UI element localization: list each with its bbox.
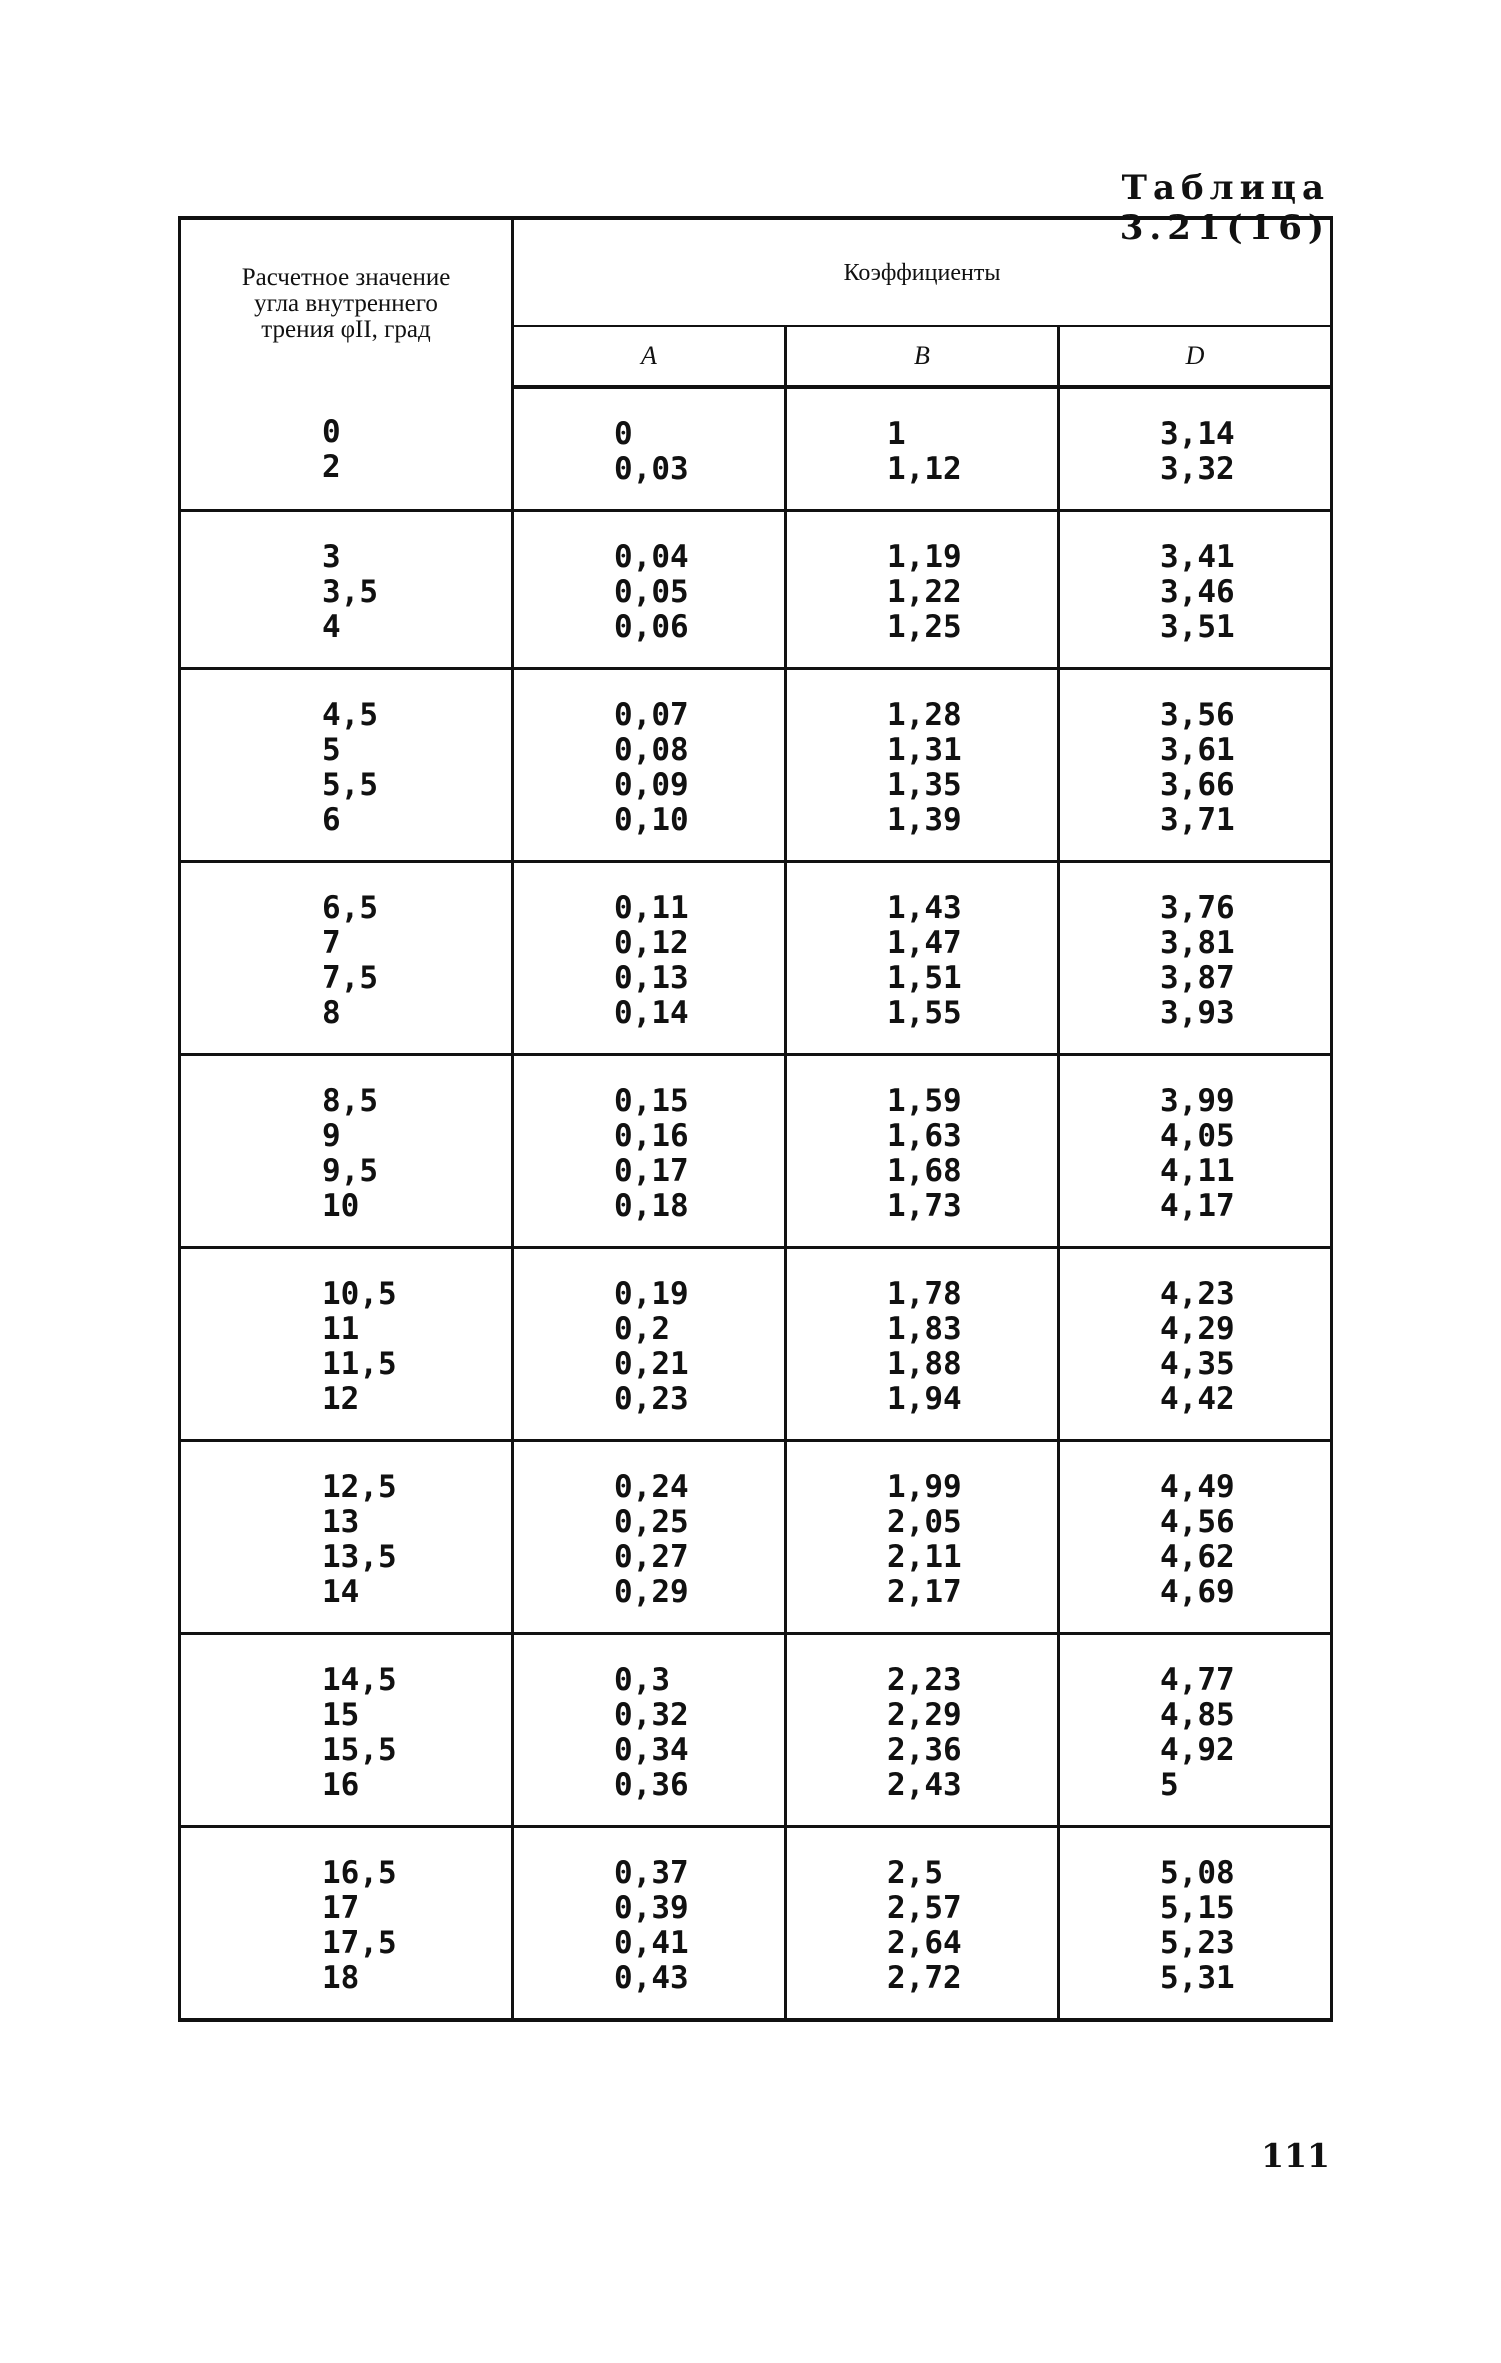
table-cell-value: 0,43: [614, 1960, 689, 1996]
header-param-line3: трения φII, град: [261, 315, 431, 343]
table-cell-value: 6,5: [322, 890, 378, 926]
table-cell-value: 1,68: [887, 1153, 962, 1189]
table-cell-value: 1,51: [887, 960, 962, 996]
table-cell-value: 10,5: [322, 1276, 397, 1312]
b-cell: [786, 1827, 1059, 2021]
table-cell-value: 2,11: [887, 1539, 962, 1575]
table-cell-value: 7,5: [322, 960, 378, 996]
table-cell-value: 0,17: [614, 1153, 689, 1189]
table-cell-value: 0,03: [614, 451, 689, 487]
b-cell: [786, 1055, 1059, 1248]
table-cell-value: 0,25: [614, 1504, 689, 1540]
table-row-group: [180, 1248, 1332, 1441]
table-cell-value: 2,57: [887, 1890, 962, 1926]
table-cell-value: 1,83: [887, 1311, 962, 1347]
table-cell-value: 1,19: [887, 539, 962, 575]
table-cell-value: 0,13: [614, 960, 689, 996]
table-cell-value: 0,06: [614, 609, 689, 645]
table-row-group: [180, 862, 1332, 1055]
table-cell-value: 9,5: [322, 1153, 378, 1189]
table-cell-value: 11: [322, 1311, 360, 1347]
table-cell-value: 11,5: [322, 1346, 397, 1382]
table-cell-value: 0,39: [614, 1890, 689, 1926]
phi-cell: [180, 862, 513, 1055]
a-cell: [513, 1634, 786, 1827]
phi-cell: [180, 1634, 513, 1827]
table-cell-value: 5,15: [1160, 1890, 1235, 1926]
table-cell-value: 1,55: [887, 995, 962, 1031]
table-cell-value: 18: [322, 1960, 360, 1996]
table-cell-value: 5,31: [1160, 1960, 1235, 1996]
header-param: [180, 218, 513, 387]
table-cell-value: 0,23: [614, 1381, 689, 1417]
table-cell-value: 1,43: [887, 890, 962, 926]
a-cell: [513, 387, 786, 511]
table-cell-value: 4,35: [1160, 1346, 1235, 1382]
table-cell-value: 1,94: [887, 1381, 962, 1417]
phi-cell: [180, 1441, 513, 1634]
a-cell: [513, 669, 786, 862]
table-cell-value: 1,63: [887, 1118, 962, 1154]
table-cell-value: 17,5: [322, 1925, 397, 1961]
b-cell: [786, 1441, 1059, 1634]
coefficients-table: [178, 216, 1333, 2022]
header-col-d: D: [1059, 326, 1332, 387]
table-cell-value: 0,3: [614, 1662, 670, 1698]
table-cell-value: 0,10: [614, 802, 689, 838]
table-cell-value: 10: [322, 1188, 360, 1224]
table-cell-value: 0,11: [614, 890, 689, 926]
table-cell-value: 0,37: [614, 1855, 689, 1891]
table-cell-value: 1,88: [887, 1346, 962, 1382]
table-cell-value: 1,99: [887, 1469, 962, 1505]
table-cell-value: 0,18: [614, 1188, 689, 1224]
table-cell-value: 5,23: [1160, 1925, 1235, 1961]
table-cell-value: 4,69: [1160, 1574, 1235, 1610]
table-cell-value: 2,05: [887, 1504, 962, 1540]
header-param-line2: угла внутреннего: [254, 289, 438, 317]
table-cell-value: 0,2: [614, 1311, 670, 1347]
d-cell: [1059, 511, 1332, 669]
table-cell-value: 12,5: [322, 1469, 397, 1505]
table-cell-value: 1,28: [887, 697, 962, 733]
a-cell: [513, 862, 786, 1055]
table-cell-value: 0,19: [614, 1276, 689, 1312]
table-cell-value: 3,66: [1160, 767, 1235, 803]
table-cell-value: 12: [322, 1381, 360, 1417]
table-cell-value: 3,32: [1160, 451, 1235, 487]
header-col-b: B: [786, 326, 1059, 387]
table-cell-value: 4,29: [1160, 1311, 1235, 1347]
table-cell-value: 4,23: [1160, 1276, 1235, 1312]
table-cell-value: 2,17: [887, 1574, 962, 1610]
phi-cell: [180, 511, 513, 669]
table-cell-value: 5: [1160, 1767, 1179, 1803]
table-cell-value: 4,17: [1160, 1188, 1235, 1224]
table-cell-value: 0,29: [614, 1574, 689, 1610]
a-cell: [513, 1248, 786, 1441]
page-number: 111: [1261, 2136, 1330, 2175]
table-cell-value: 3,51: [1160, 609, 1235, 645]
table-cell-value: 17: [322, 1890, 360, 1926]
table-cell-value: 0: [614, 416, 633, 452]
phi-cell: [180, 669, 513, 862]
d-cell: [1059, 862, 1332, 1055]
table-cell-value: 3,71: [1160, 802, 1235, 838]
table-row-group: [180, 1827, 1332, 2021]
table-row-group: [180, 387, 1332, 511]
table-cell-value: 4,77: [1160, 1662, 1235, 1698]
table-cell-value: 1,25: [887, 609, 962, 645]
table-cell-value: 1: [887, 416, 906, 452]
table-cell-value: 4: [322, 609, 341, 645]
a-cell: [513, 1827, 786, 2021]
table-cell-value: 3,5: [322, 574, 378, 610]
phi-cell: [180, 1055, 513, 1248]
table-row-group: [180, 1634, 1332, 1827]
table-cell-value: 16,5: [322, 1855, 397, 1891]
table-title: Таблица 3.21(16): [1119, 168, 1330, 248]
table-row-group: [180, 1055, 1332, 1248]
a-cell: [513, 1441, 786, 1634]
b-cell: [786, 1248, 1059, 1441]
table-cell-value: 3: [322, 539, 341, 575]
table-cell-value: 16: [322, 1767, 360, 1803]
table-cell-value: 14,5: [322, 1662, 397, 1698]
table-cell-value: 3,56: [1160, 697, 1235, 733]
table-cell-value: 0,05: [614, 574, 689, 610]
table-cell-value: 0,12: [614, 925, 689, 961]
b-cell: [786, 862, 1059, 1055]
d-cell: [1059, 669, 1332, 862]
table-cell-value: 4,49: [1160, 1469, 1235, 1505]
header-row-top: [180, 218, 1332, 326]
header-coefficients: Коэффициенты: [513, 218, 1332, 326]
table-cell-value: 8,5: [322, 1083, 378, 1119]
table-cell-value: 0,32: [614, 1697, 689, 1733]
d-cell: [1059, 1248, 1332, 1441]
table-cell-value: 3,99: [1160, 1083, 1235, 1119]
table-cell-value: 1,35: [887, 767, 962, 803]
table-cell-value: 2,64: [887, 1925, 962, 1961]
table-cell-value: 1,39: [887, 802, 962, 838]
table-cell-value: 14: [322, 1574, 360, 1610]
table-cell-value: 2,72: [887, 1960, 962, 1996]
table-cell-value: 0,27: [614, 1539, 689, 1575]
table-cell-value: 5,08: [1160, 1855, 1235, 1891]
b-cell: [786, 669, 1059, 862]
table-cell-value: 1,59: [887, 1083, 962, 1119]
table-cell-value: 0,09: [614, 767, 689, 803]
b-cell: [786, 387, 1059, 511]
table-cell-value: 3,41: [1160, 539, 1235, 575]
table-cell-value: 1,47: [887, 925, 962, 961]
table-cell-value: 5,5: [322, 767, 378, 803]
table-cell-value: 5: [322, 732, 341, 768]
phi-cell: [180, 387, 513, 511]
table-cell-value: 1,22: [887, 574, 962, 610]
table-cell-value: 4,42: [1160, 1381, 1235, 1417]
table-cell-value: 0,24: [614, 1469, 689, 1505]
table-cell-value: 0,41: [614, 1925, 689, 1961]
table-cell-value: 1,78: [887, 1276, 962, 1312]
table-cell-value: 15: [322, 1697, 360, 1733]
table-cell-value: 15,5: [322, 1732, 397, 1768]
table-cell-value: 3,87: [1160, 960, 1235, 996]
table-cell-value: 2,36: [887, 1732, 962, 1768]
table-row-group: [180, 511, 1332, 669]
table-cell-value: 4,05: [1160, 1118, 1235, 1154]
table-cell-value: 0,16: [614, 1118, 689, 1154]
table-cell-value: 9: [322, 1118, 341, 1154]
b-cell: [786, 511, 1059, 669]
table-cell-value: 4,11: [1160, 1153, 1235, 1189]
table-cell-value: 0,15: [614, 1083, 689, 1119]
table-cell-value: 2,5: [887, 1855, 943, 1891]
table-cell-value: 3,61: [1160, 732, 1235, 768]
table-cell-value: 3,81: [1160, 925, 1235, 961]
table-cell-value: 13: [322, 1504, 360, 1540]
table-cell-value: 0,36: [614, 1767, 689, 1803]
table-cell-value: 4,92: [1160, 1732, 1235, 1768]
table-cell-value: 1,31: [887, 732, 962, 768]
table-cell-value: 0,34: [614, 1732, 689, 1768]
table-cell-value: 4,85: [1160, 1697, 1235, 1733]
table-cell-value: 2,23: [887, 1662, 962, 1698]
table-cell-value: 4,62: [1160, 1539, 1235, 1575]
d-cell: [1059, 1827, 1332, 2021]
d-cell: [1059, 387, 1332, 511]
table-cell-value: 3,14: [1160, 416, 1235, 452]
table-cell-value: 4,56: [1160, 1504, 1235, 1540]
table-cell-value: 0,04: [614, 539, 689, 575]
b-cell: [786, 1634, 1059, 1827]
table-cell-value: 1,73: [887, 1188, 962, 1224]
phi-cell: [180, 1827, 513, 2021]
d-cell: [1059, 1055, 1332, 1248]
table-row-group: [180, 669, 1332, 862]
table-cell-value: 2,29: [887, 1697, 962, 1733]
table-cell-value: 8: [322, 995, 341, 1031]
table-cell-value: 4,5: [322, 697, 378, 733]
d-cell: [1059, 1634, 1332, 1827]
header-param-line1: Расчетное значение: [241, 263, 451, 291]
table-cell-value: 1,12: [887, 451, 962, 487]
table-cell-value: 3,93: [1160, 995, 1235, 1031]
table-cell-value: 7: [322, 925, 341, 961]
header-col-a: A: [513, 326, 786, 387]
table-cell-value: 0,14: [614, 995, 689, 1031]
table-cell-value: 3,46: [1160, 574, 1235, 610]
table-cell-value: 0,21: [614, 1346, 689, 1382]
table-row-group: [180, 1441, 1332, 1634]
table-body: [180, 387, 1332, 2020]
table-cell-value: 2: [322, 449, 341, 485]
table-cell-value: 3,76: [1160, 890, 1235, 926]
d-cell: [1059, 1441, 1332, 1634]
phi-cell: [180, 1248, 513, 1441]
table-cell-value: 0,07: [614, 697, 689, 733]
a-cell: [513, 1055, 786, 1248]
table-cell-value: 0,08: [614, 732, 689, 768]
table-cell-value: 2,43: [887, 1767, 962, 1803]
table-cell-value: 0: [322, 414, 341, 450]
a-cell: [513, 511, 786, 669]
table-cell-value: 6: [322, 802, 341, 838]
table-cell-value: 13,5: [322, 1539, 397, 1575]
